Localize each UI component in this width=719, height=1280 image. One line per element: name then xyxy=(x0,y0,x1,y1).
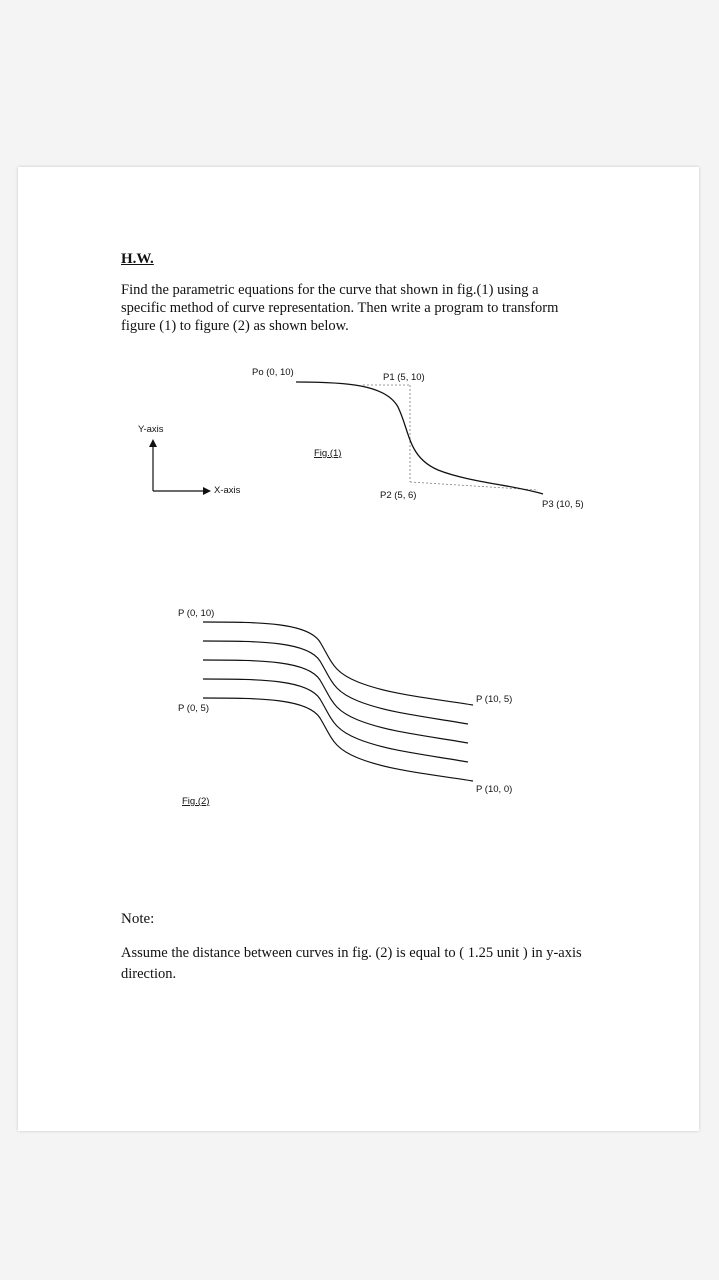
axes-icon xyxy=(153,445,205,491)
figure-2 xyxy=(178,608,512,807)
note-text: Assume the distance between curves in fig. (2) is equal to ( 1.25 unit ) in y-axis direction. xyxy=(121,945,582,982)
x-axis-arrow-icon xyxy=(203,487,211,495)
fig2-start-top-label: P (0, 10) xyxy=(178,608,215,619)
task-line: Find the parametric equations for the curve that shown in fig.(1) using a xyxy=(121,282,539,298)
document-page xyxy=(18,167,699,1131)
fig2-start-bottom-label: P (0, 5) xyxy=(178,703,209,714)
y-axis-arrow-icon xyxy=(149,439,157,447)
homework-heading: H.W. xyxy=(121,251,154,267)
figure-2-caption: Fig.(2) xyxy=(182,796,210,807)
figure-1 xyxy=(138,367,584,510)
curve-line xyxy=(203,698,473,781)
curve-line xyxy=(203,660,468,743)
task-line: specific method of curve representation. Then write a program to transform xyxy=(121,300,559,316)
figures xyxy=(18,167,699,1131)
y-axis-label: Y-axis xyxy=(138,424,164,435)
figure-1-caption: Fig.(1) xyxy=(314,448,342,459)
point-p0-label: Po (0, 10) xyxy=(252,367,294,378)
task-line: figure (1) to figure (2) as shown below. xyxy=(121,318,349,334)
curve-line xyxy=(203,679,468,762)
curve-family xyxy=(203,622,473,781)
note-label: Note: xyxy=(121,911,155,927)
x-axis-label: X-axis xyxy=(214,485,241,496)
curve-line xyxy=(203,641,468,724)
bezier-curve xyxy=(296,382,543,494)
point-p2-label: P2 (5, 6) xyxy=(380,490,417,501)
point-p1-label: P1 (5, 10) xyxy=(383,372,425,383)
fig2-end-bottom-label: P (10, 0) xyxy=(476,784,513,795)
curve-line xyxy=(203,622,473,705)
point-p3-label: P3 (10, 5) xyxy=(542,499,584,510)
fig2-end-top-label: P (10, 5) xyxy=(476,694,513,705)
